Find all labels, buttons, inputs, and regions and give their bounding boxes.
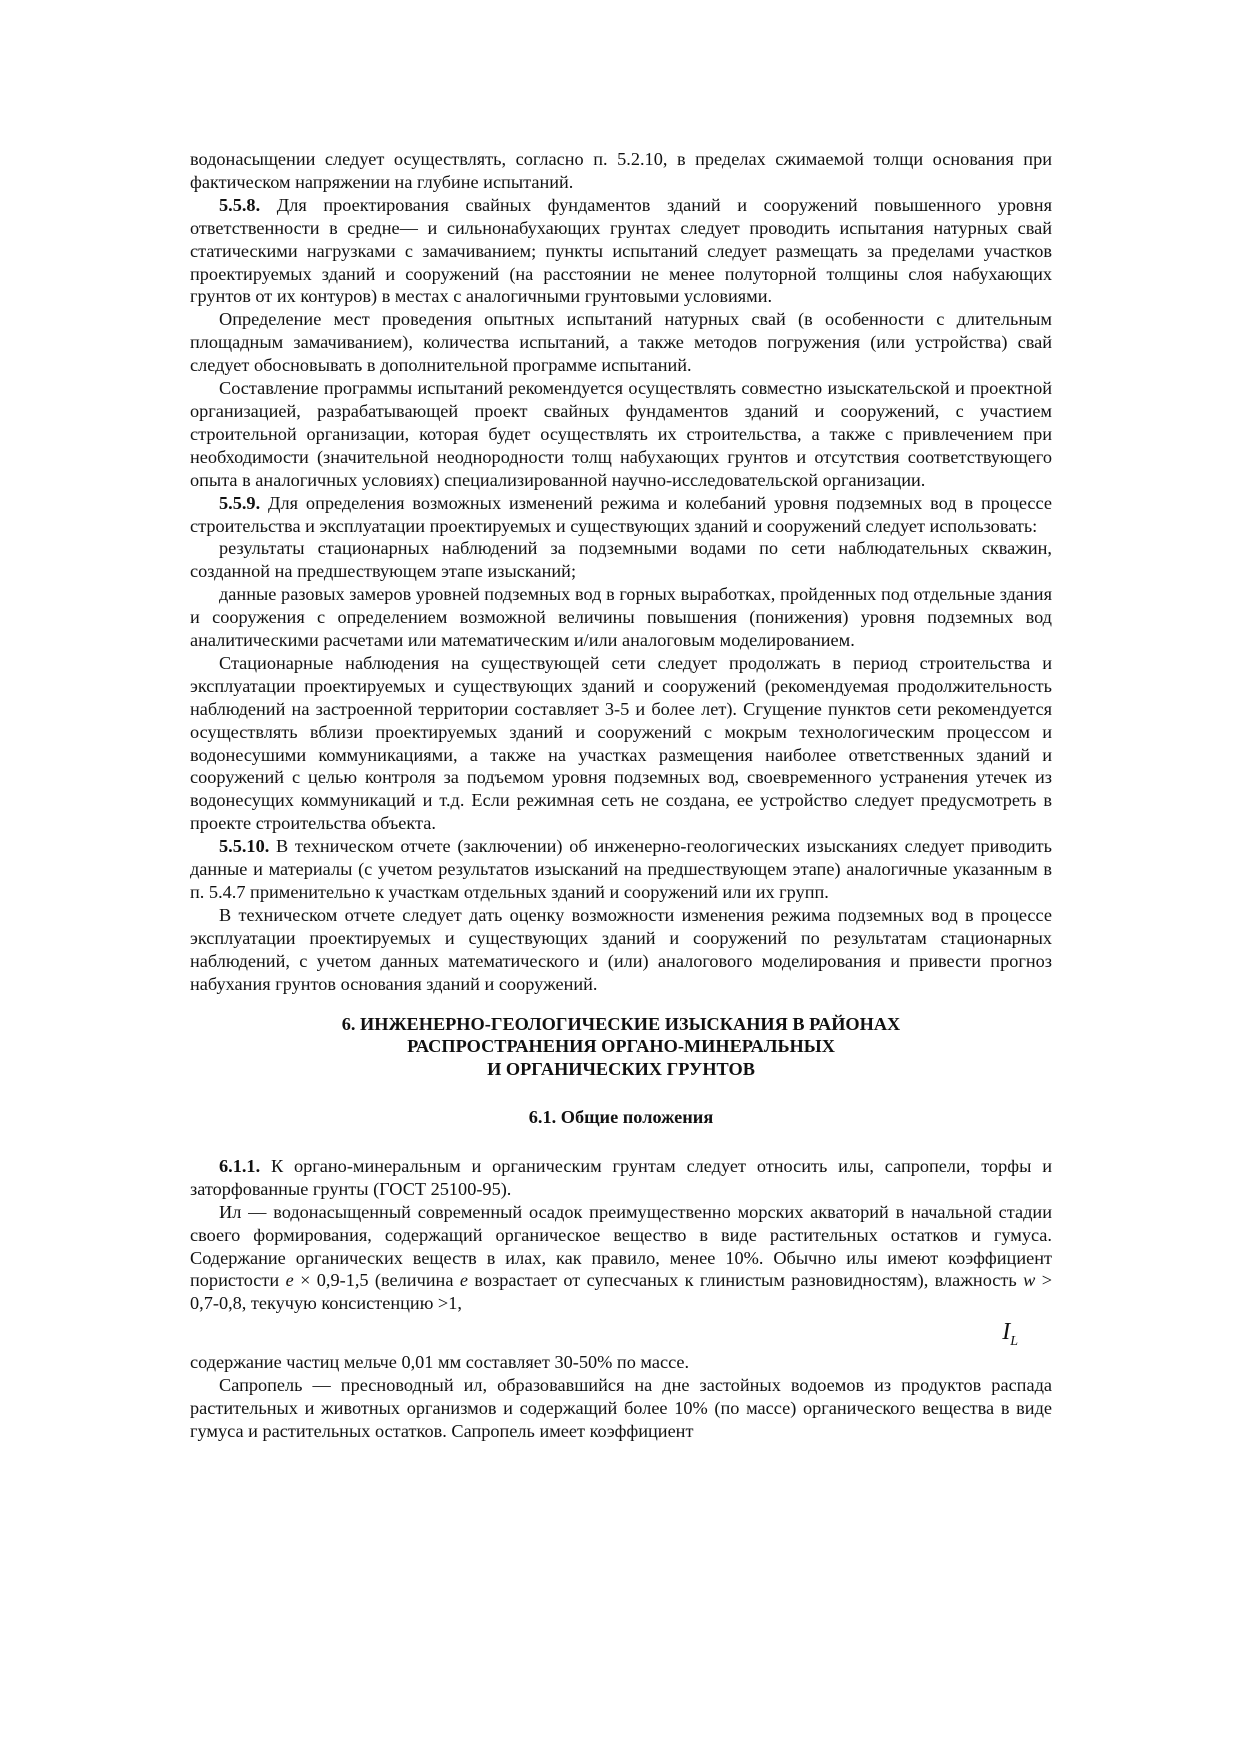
text: Ил — водонасыщенный современный осадок преимущественно морских акваторий в начальной стадии своего формирования, содержащий органическое вещество в виде растительных остатков и гумуса. Содержание органических веществ в илах, как правило, менее 10%. Обычно илы имеют коэффициент пористости [190,1201,1052,1291]
paragraph: содержание частиц мельче 0,01 мм составляет 30-50% по массе. [190,1352,690,1373]
clause-number: 5.5.8. [219,194,261,215]
list-item: данные разовых замеров уровней подземных вод в горных выработках, пройденных под отдельные здания и сооружения с определением возможной величины повышения (понижения) уровня подземных вод аналитическими расчетами или математическим и/или аналоговым моделированием. [190,584,1052,651]
section-heading-line: И ОРГАНИЧЕСКИХ ГРУНТОВ [487,1058,755,1079]
formula-symbol: I [1002,1319,1011,1346]
text: × 0,9-1,5 (величина [293,1270,460,1291]
paragraph-5-5-8 [190,194,1052,309]
paragraph-5-5-9 [190,492,1052,538]
subsection-heading: 6.1. Общие положения [528,1107,714,1128]
symbol-e: e [285,1270,294,1291]
text: > 0,7-0,8, текучую консистенцию >1, [190,1270,1052,1314]
paragraph: водонасыщении следует осуществлять, согласно п. 5.2.10, в пределах сжимаемой толщи основания при фактическом напряжении на глубине испытаний. [190,149,1052,192]
paragraph: Стационарные наблюдения на существующей сети следует продолжать в период строительства и эксплуатации проектируемых и существующих зданий и сооружений (рекомендуемая продолжительность наблюдений на застроенной территории составляет 3-5 и более лет). Сгущение пунктов сети рекомендуется осуществлять вблизи проектируемых зданий и сооружений с мокрым технологическим процессом и водонесушими коммуникациями, а также на участках размещения наиболее ответственных зданий и сооружений с целью контроля за подъемом уровня подземных вод, своевременного устранения утечек из водонесущих коммуникаций и т.д. Если режимная сеть не создана, ее устройство следует предусмотреть в проекте строительства объекта. [190,652,1052,834]
paragraph-il [190,1201,1052,1316]
clause-number: 5.5.10. [219,836,270,857]
section-heading [190,1013,1052,1081]
document-page [190,148,1052,1443]
paragraph: Составление программы испытаний рекомендуется осуществлять совместно изыскательской и проектной организацией, разрабатывающей проект свайных фундаментов зданий и сооружений, с участием строительной организации, которая будет осуществлять их строительства, а также с привлечением при необходимости (значительной неоднородности толщ набухающих грунтов и отсутствия соответствующего опыта в аналогичных условиях) специализированной научно-исследовательской организации. [190,378,1052,490]
paragraph-text: К органо-минеральным и органическим грунтам следует относить илы, сапропели, торфы и заторфованные грунты (ГОСТ 25100-95). [190,1155,1052,1199]
paragraph-text: Для проектирования свайных фундаментов зданий и сооружений повышенного уровня ответственности в средне— и сильнонабухающих грунтах следует проводить испытания натурных свай статическими нагрузками с замачиванием; пункты испытаний следует размещать за пределами участков проектируемых зданий и сооружений (на расстоянии не менее полуторной толщины слоя набухающих грунтов от их контуров) в местах с аналогичными грунтовыми условиями. [190,194,1052,307]
paragraph: Определение мест проведения опытных испытаний натурных свай (в особенности с длительным площадным замачиванием), количества испытаний, а также методов погружения (или устройства) свай следует обосновывать в дополнительной программе испытаний. [190,309,1052,376]
paragraph-text: Для определения возможных изменений режима и колебаний уровня подземных вод в процессе строительства и эксплуатации проектируемых и существующих зданий и сооружений следует использовать: [190,492,1052,536]
paragraph-text: В техническом отчете (заключении) об инженерно-геологических изысканиях следует приводить данные и материалы (с учетом результатов изысканий на предшествующем этапе) аналогичные указанным в п. 5.4.7 применительно к участкам отдельных зданий и сооружений или их групп. [190,836,1052,902]
section-heading-line: РАСПРОСТРАНЕНИЯ ОРГАНО-МИНЕРАЛЬНЫХ [407,1036,835,1057]
formula-subscript: L [1010,1334,1018,1350]
clause-number: 5.5.9. [219,492,261,513]
clause-number: 6.1.1. [219,1155,261,1176]
list-item: результаты стационарных наблюдений за подземными водами по сети наблюдательных скважин, созданной на предшествующем этапе изысканий; [190,538,1052,582]
symbol-w: w [1023,1270,1036,1291]
section-heading-line: 6. ИНЖЕНЕРНО-ГЕОЛОГИЧЕСКИЕ ИЗЫСКАНИЯ В РАЙОНАХ [341,1013,901,1034]
paragraph: В техническом отчете следует дать оценку возможности изменения режима подземных вод в процессе эксплуатации проектируемых и существующих зданий и сооружений по результатам стационарных наблюдений, с учетом данных математического и (или) аналогового моделирования и привести прогноз набухания грунтов основания зданий и сооружений. [190,904,1052,994]
formula-il [190,1317,1052,1351]
paragraph: Сапропель — пресноводный ил, образовавшийся на дне застойных водоемов из продуктов распада растительных и животных организмов и содержащий более 10% (по массе) органического вещества в виде гумуса и растительных остатков. Сапропель имеет коэффициент [190,1375,1052,1441]
text: возрастает от супесчаных к глинистым разновидностям), влажность [467,1270,1024,1291]
paragraph-6-1-1 [190,1155,1052,1201]
symbol-e: e [459,1270,468,1291]
paragraph-5-5-10 [190,835,1052,904]
